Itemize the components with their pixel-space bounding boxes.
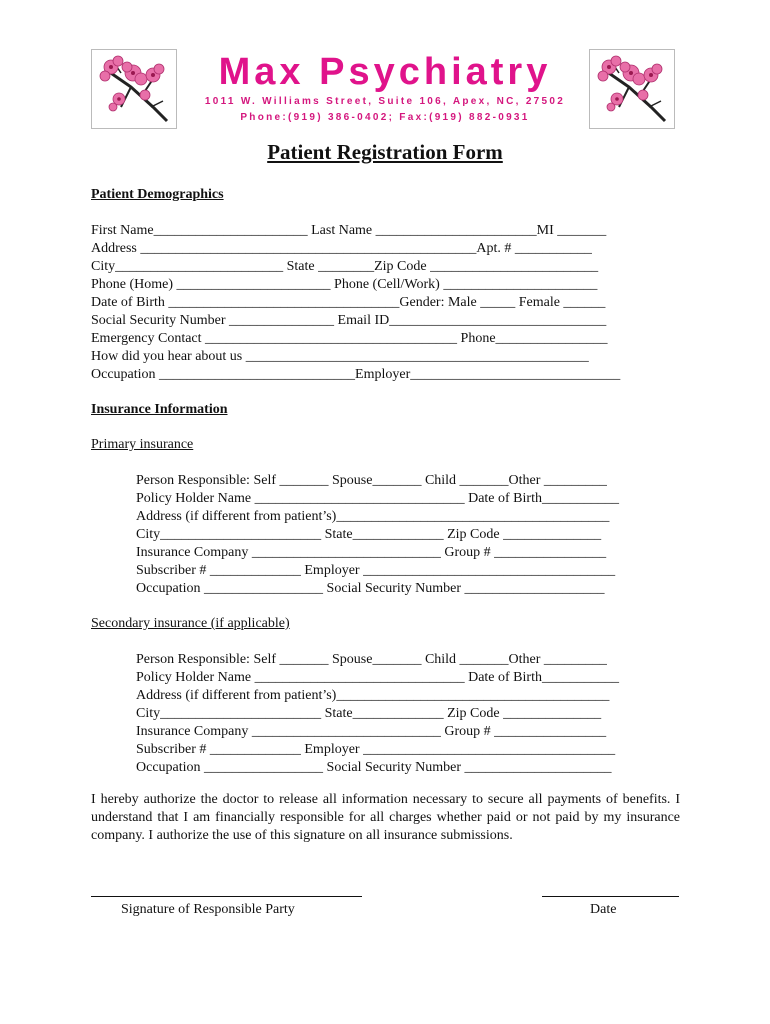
primary-address-line[interactable]: Address (if different from patient’s)_______________________________________ <box>136 509 610 524</box>
form-title: Patient Registration Form <box>267 140 503 164</box>
practice-name: Max Psychiatry <box>218 51 552 93</box>
ssn-email-line[interactable]: Social Security Number _______________ Email ID_______________________________ <box>91 313 607 328</box>
letterhead <box>180 50 590 126</box>
primary-person-responsible-line[interactable]: Person Responsible: Self _______ Spouse_______ Child _______Other _________ <box>136 473 607 488</box>
cherry-blossom-icon <box>589 49 675 129</box>
demographics-heading: Patient Demographics <box>91 187 224 202</box>
address-fields-line[interactable]: Address ________________________________________________Apt. # ___________ <box>91 241 592 256</box>
secondary-address-line[interactable]: Address (if different from patient’s)_______________________________________ <box>136 688 610 703</box>
date-label: Date <box>590 902 617 917</box>
primary-city-state-zip-line[interactable]: City_______________________ State_____________ Zip Code ______________ <box>136 527 602 542</box>
city-state-zip-line[interactable]: City________________________ State ________Zip Code ________________________ <box>91 259 599 274</box>
cherry-blossom-icon <box>91 49 177 129</box>
secondary-subscriber-line[interactable]: Subscriber # _____________ Employer ____________________________________ <box>136 742 616 757</box>
name-fields-line[interactable]: First Name______________________ Last Name _______________________MI _______ <box>91 223 607 238</box>
primary-insurance-label: Primary insurance <box>91 437 194 452</box>
primary-insurance-company-line[interactable]: Insurance Company ___________________________ Group # ________________ <box>136 545 607 560</box>
secondary-policy-holder-line[interactable]: Policy Holder Name ______________________________ Date of Birth___________ <box>136 670 619 685</box>
practice-contact: Phone:(919) 386-0402; Fax:(919) 882-0931 <box>240 112 530 123</box>
primary-subscriber-line[interactable]: Subscriber # _____________ Employer ____________________________________ <box>136 563 616 578</box>
phone-fields-line[interactable]: Phone (Home) ______________________ Phone (Cell/Work) ______________________ <box>91 277 598 292</box>
signature-label: Signature of Responsible Party <box>121 902 295 917</box>
secondary-city-state-zip-line[interactable]: City_______________________ State_____________ Zip Code ______________ <box>136 706 602 721</box>
authorization-statement: I hereby authorize the doctor to release all information necessary to secure all payments of benefits. I understand that I am financially responsible for all charges whether paid or not paid by my insurance company. I authorize the use of this signature on all insurance submissions. <box>91 792 680 843</box>
signature-line[interactable] <box>91 896 362 897</box>
dob-gender-line[interactable]: Date of Birth _________________________________Gender: Male _____ Female ______ <box>91 295 606 310</box>
primary-occupation-line[interactable]: Occupation _________________ Social Security Number ____________________ <box>136 581 605 596</box>
primary-policy-holder-line[interactable]: Policy Holder Name ______________________________ Date of Birth___________ <box>136 491 619 506</box>
emergency-contact-line[interactable]: Emergency Contact ____________________________________ Phone________________ <box>91 331 608 346</box>
practice-address: 1011 W. Williams Street, Suite 106, Apex, NC, 27502 <box>204 96 566 107</box>
secondary-insurance-company-line[interactable]: Insurance Company ___________________________ Group # ________________ <box>136 724 607 739</box>
referral-source-line[interactable]: How did you hear about us _________________________________________________ <box>91 349 589 364</box>
secondary-insurance-label: Secondary insurance (if applicable) <box>91 616 290 631</box>
occupation-employer-line[interactable]: Occupation ____________________________Employer______________________________ <box>91 367 621 382</box>
secondary-person-responsible-line[interactable]: Person Responsible: Self _______ Spouse_______ Child _______Other _________ <box>136 652 607 667</box>
insurance-heading: Insurance Information <box>91 402 228 417</box>
date-line[interactable] <box>542 896 679 897</box>
secondary-occupation-line[interactable]: Occupation _________________ Social Security Number _____________________ <box>136 760 612 775</box>
